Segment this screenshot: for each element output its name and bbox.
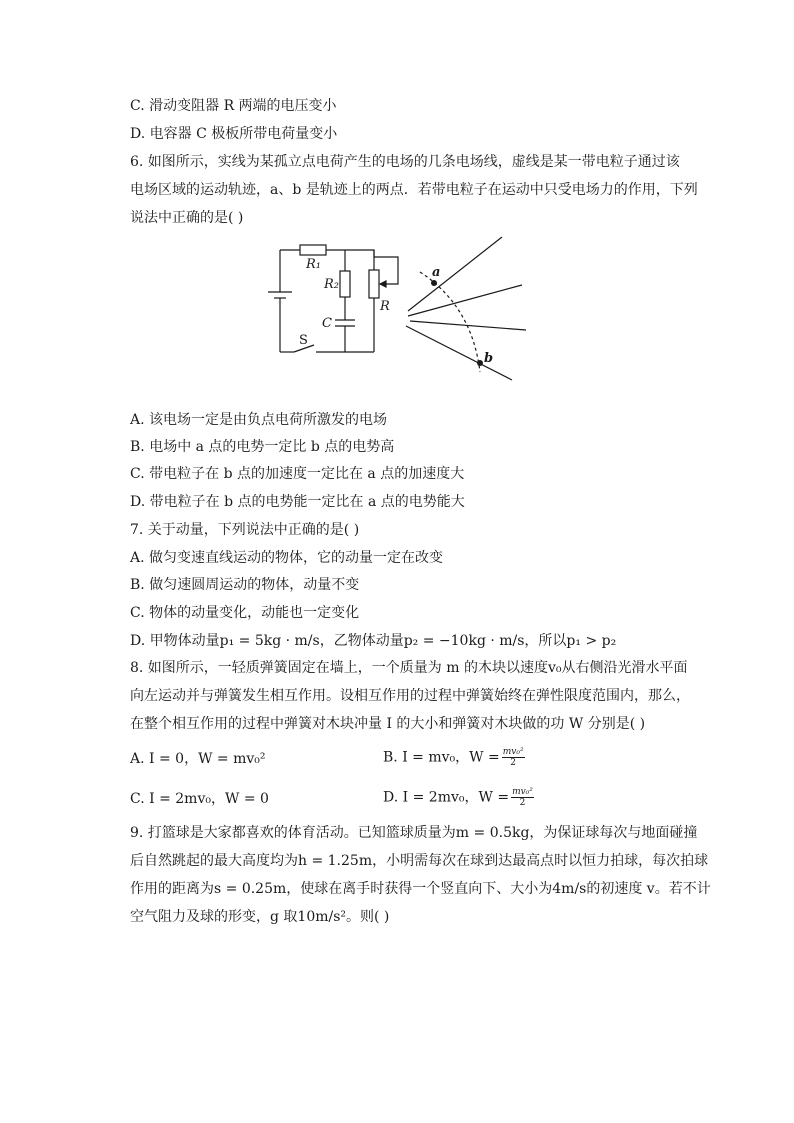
label-a: a bbox=[432, 265, 441, 280]
label-r2: R₂ bbox=[324, 277, 339, 292]
question-6-line-3: 说法中正确的是( ) bbox=[130, 210, 244, 226]
question-6-line-1: 6. 如图所示，实线为某孤立点电荷产生的电场的几条电场线，虚线是某一带电粒子通过该 bbox=[130, 154, 680, 170]
option-d-q7: D. 甲物体动量p₁ = 5kg · m/s，乙物体动量p₂ = −10kg · m/s，所以p₁ > p₂ bbox=[130, 633, 617, 649]
label-r1: R₁ bbox=[306, 257, 321, 272]
question-9-line-3: 作用的距离为s = 0.25m，使球在离手时获得一个竖直向下、大小为4m/s的初速度 v。若不计 bbox=[130, 881, 711, 897]
option-a-q7: A. 做匀变速直线运动的物体，它的动量一定在改变 bbox=[130, 550, 444, 566]
option-d-q8: D. I = 2mv₀，W = $\frac{\text{mv₀²}}{2}$ bbox=[383, 787, 533, 808]
resistor-r1 bbox=[300, 245, 326, 255]
point-a bbox=[431, 280, 437, 286]
question-8-line-2: 向左运动并与弹簧发生相互作用。设相互作用的过程中弹簧始终在弹性限度范围内，那么， bbox=[130, 688, 690, 704]
figure-circuit-and-field bbox=[0, 234, 794, 404]
question-8-line-3: 在整个相互作用的过程中弹簧对木块冲量 I 的大小和弹簧对木块做的功 W 分别是( ) bbox=[130, 716, 646, 732]
option-c-q6: C. 带电粒子在 b 点的加速度一定比在 a 点的加速度大 bbox=[130, 466, 465, 482]
point-b bbox=[477, 360, 483, 366]
label-c: C bbox=[322, 316, 332, 331]
question-7: 7. 关于动量，下列说法中正确的是( ) bbox=[130, 522, 360, 538]
option-d-q6: D. 带电粒子在 b 点的电势能一定比在 a 点的电势能大 bbox=[130, 494, 465, 510]
option-b-q6: B. 电场中 a 点的电势一定比 b 点的电势高 bbox=[130, 439, 395, 455]
option-c-q7: C. 物体的动量变化，动能也一定变化 bbox=[130, 605, 360, 621]
question-6-line-2: 电场区域的运动轨迹，a、b 是轨迹上的两点．若带电粒子在运动中只受电场力的作用，下列 bbox=[130, 182, 698, 198]
field-line-4 bbox=[406, 326, 512, 380]
field-line-2 bbox=[408, 285, 522, 316]
question-9-line-2: 后自然跳起的最大高度均为h = 1.25m，小明需每次在球到达最高点时以恒力拍球，每次拍球 bbox=[130, 853, 709, 869]
question-9-line-4: 空气阻力及球的形变，g 取10m/s²。则( ) bbox=[130, 909, 390, 925]
option-c-q5: C. 滑动变阻器 R 两端的电压变小 bbox=[130, 98, 337, 114]
label-s: S bbox=[299, 333, 308, 348]
option-b-q8: B. I = mv₀，W = $\frac{\text{mv₀²}}{2}$ bbox=[383, 747, 524, 768]
rheostat-r bbox=[369, 270, 379, 298]
option-a-q8: A. I = 0，W = mv₀² bbox=[130, 751, 266, 767]
label-r: R bbox=[380, 299, 390, 314]
label-b: b bbox=[484, 351, 494, 366]
option-d-q5: D. 电容器 C 极板所带电荷量变小 bbox=[130, 126, 338, 142]
option-b-q7: B. 做匀速圆周运动的物体，动量不变 bbox=[130, 577, 360, 593]
option-a-q6: A. 该电场一定是由负点电荷所激发的电场 bbox=[130, 412, 388, 428]
resistor-r2 bbox=[340, 271, 350, 297]
field-line-3 bbox=[410, 321, 526, 330]
option-c-q8: C. I = 2mv₀，W = 0 bbox=[130, 791, 269, 807]
question-8-line-1: 8. 如图所示，一轻质弹簧固定在墙上，一个质量为 m 的木块以速度v₀从右侧沿光滑水平面 bbox=[130, 660, 688, 676]
question-9-line-1: 9. 打篮球是大家都喜欢的体育活动。已知篮球质量为m = 0.5kg，为保证球每次与地面碰撞 bbox=[130, 825, 698, 841]
